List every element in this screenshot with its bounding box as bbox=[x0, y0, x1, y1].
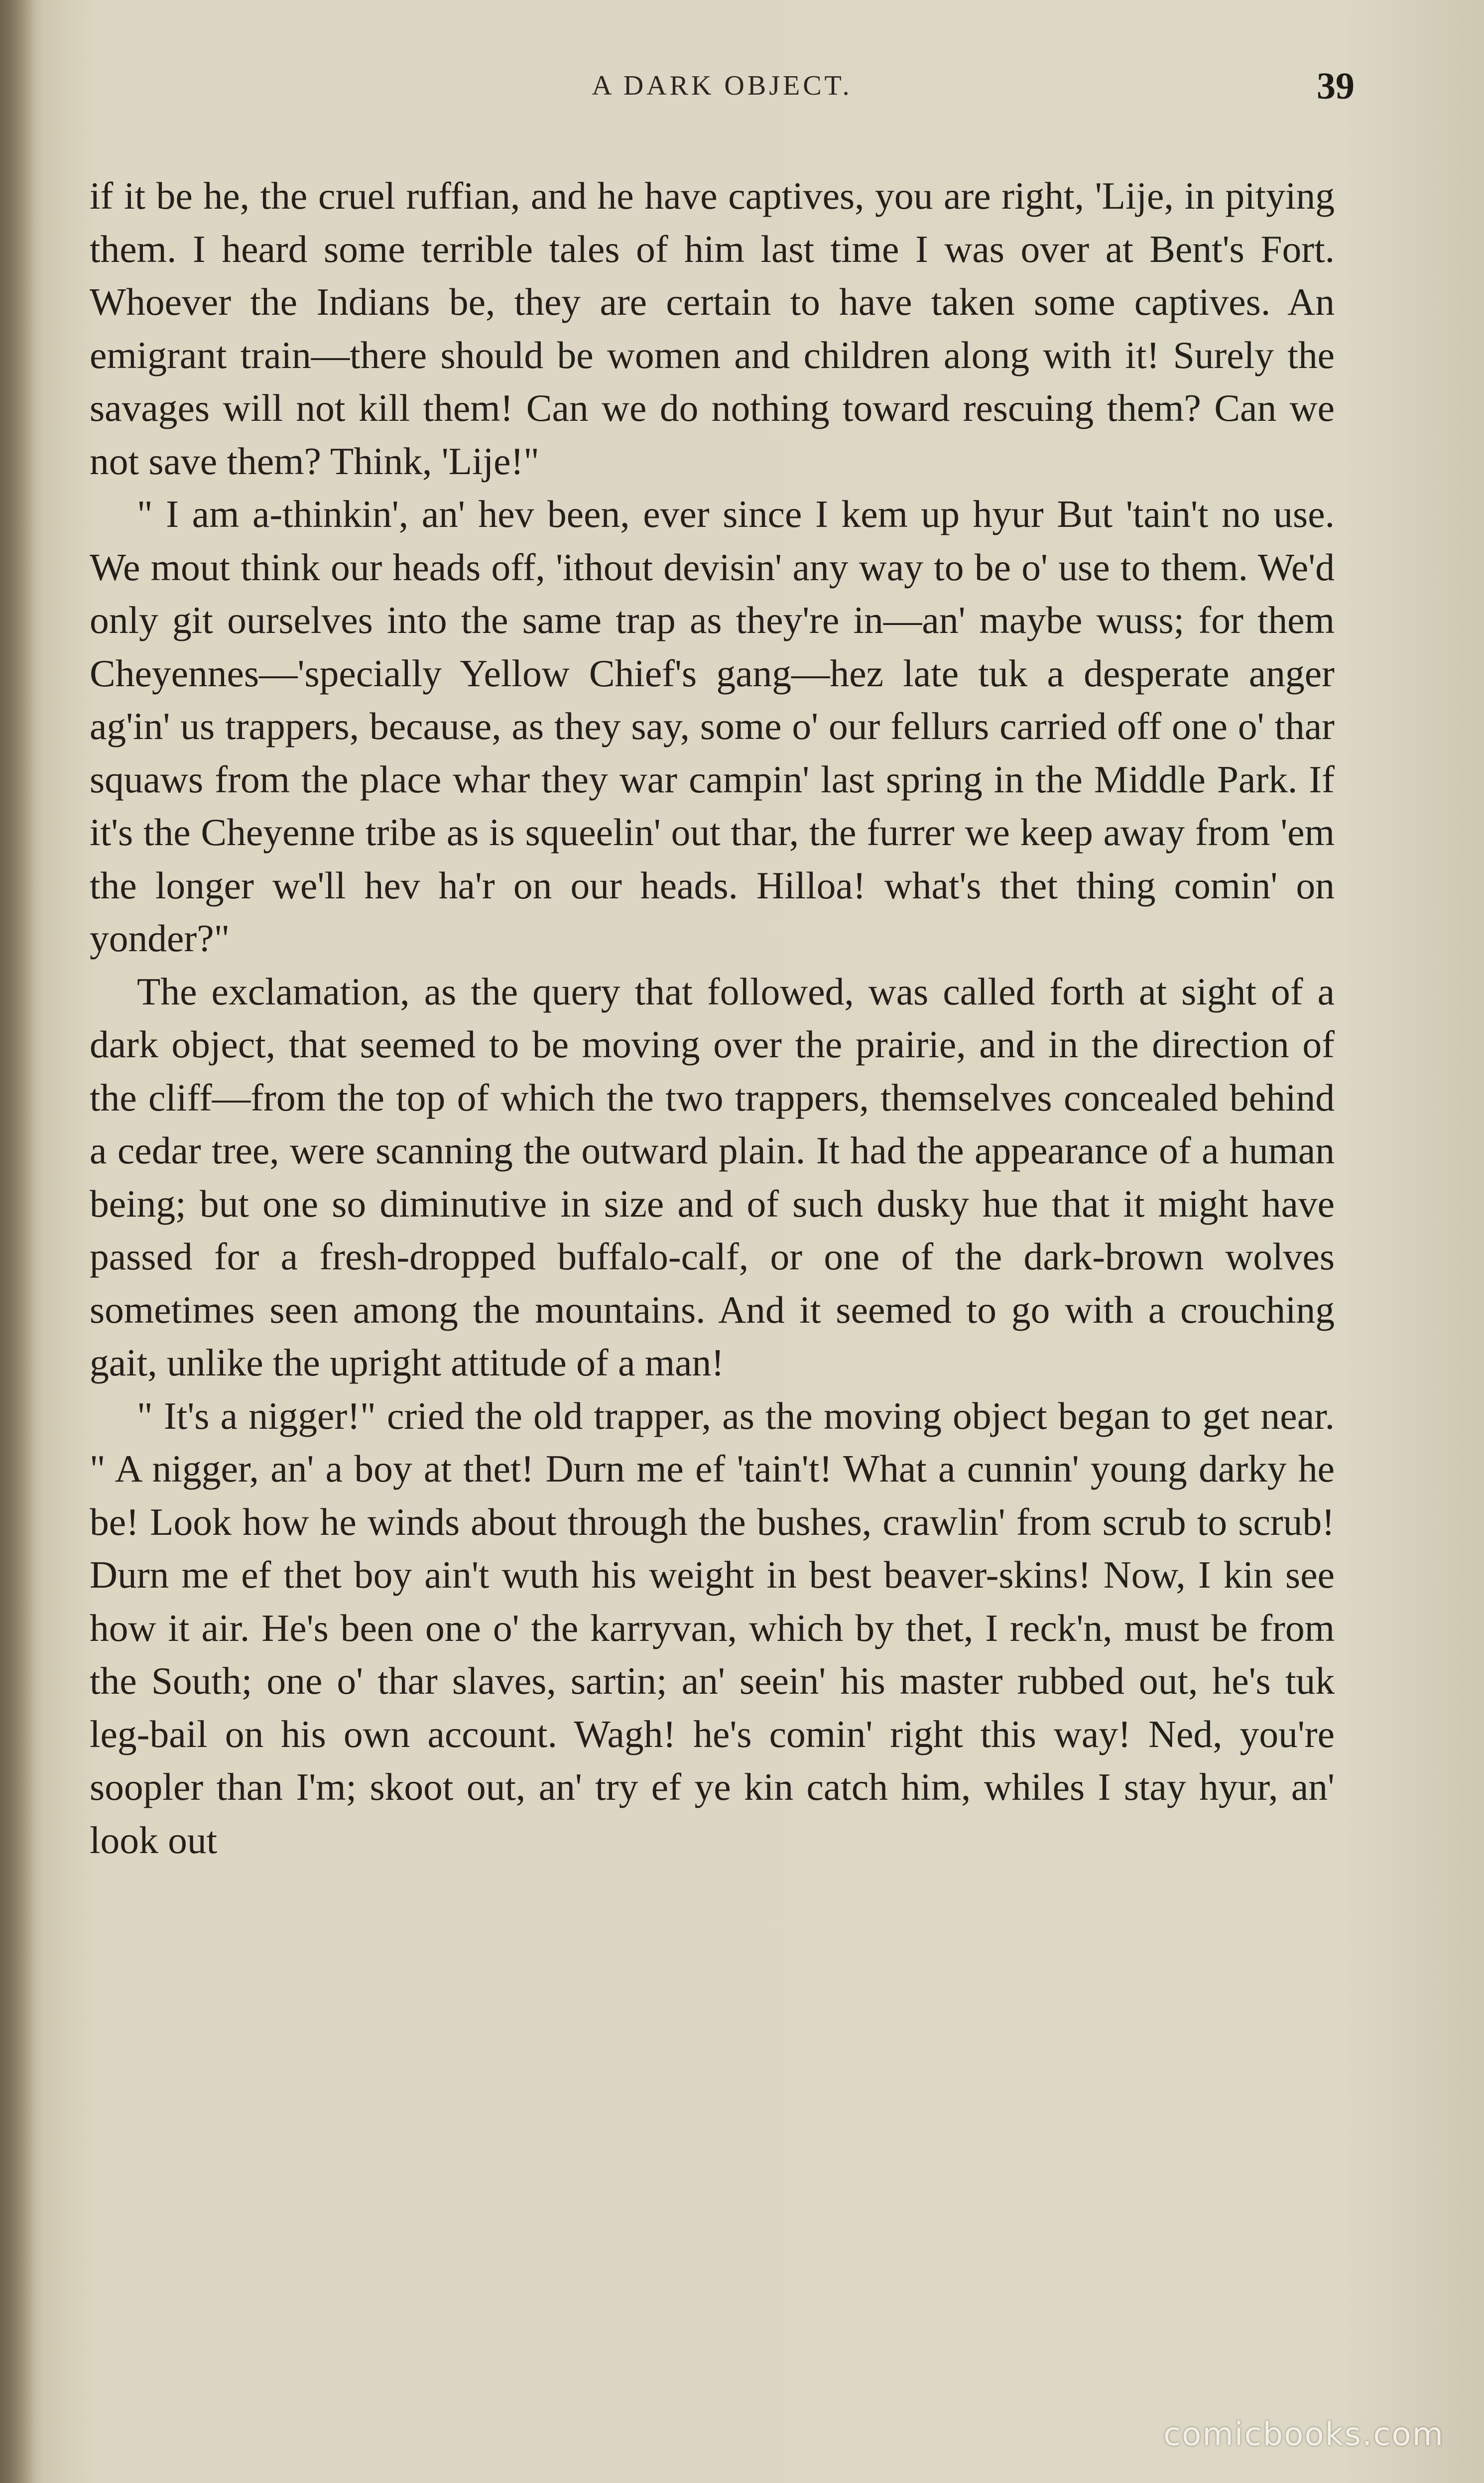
paragraph: The exclamation, as the query that followed, was called forth at sight of a dark object, that seemed to be moving over the prairie, and in the direction of the cliff—from the top of which the two trappers, themselves concealed behind a cedar tree, were scanning the outward plain. It had the appearance of a human being; but one so diminutive in size and of such dusky hue that it might have passed for a fresh-dropped buffalo-calf, or one of the dark-brown wolves sometimes seen among the mountains. And it seemed to go with a crouching gait, unlike the upright attitude of a man! bbox=[90, 970, 1335, 1384]
paragraph: " I am a-thinkin', an' hev been, ever since I kem up hyur But 'tain't no use. We mout think our heads off, 'ithout devisin' any way to be o' use to them. We'd only git ourselves into the same trap as they're in—an' maybe wuss; for them Cheyennes—'specially Yellow Chief's gang—hez late tuk a desperate anger ag'in' us trappers, because, as they say, some o' our fellurs carried off one o' thar squaws from the place whar they war campin' last spring in the Middle Park. If it's the Cheyenne tribe as is squeelin' out thar, the furrer we keep away from 'em the longer we'll hev ha'r on our heads. Hilloa! what's thet thing comin' on yonder?" bbox=[90, 493, 1335, 960]
watermark: comicbooks.com bbox=[1163, 2416, 1444, 2453]
paragraph: if it be he, the cruel ruffian, and he have captives, you are right, 'Lije, in pitying them. I heard some terrible tales of him last time I was over at Bent's Fort. Whoever the Indians be, they are certain to have taken some captives. An emigrant train—there should be women and children along with it! Surely the savages will not kill them! Can we do nothing toward rescuing them? Can we not save them? Think, 'Lije!" bbox=[90, 174, 1335, 483]
page-gutter-shadow bbox=[0, 0, 35, 2483]
body-text bbox=[90, 169, 1335, 1866]
paragraph: " It's a nigger!" cried the old trapper, as the moving object began to get near. " A nigger, an' a boy at thet! Durn me ef 'tain't! What a cunnin' young darky he be! Look how he winds about through the bushes, crawlin' from scrub to scrub! Durn me ef thet boy ain't wuth his weight in best beaver-skins! Now, I kin see how it air. He's been one o' the karryvan, which by thet, I reck'n, must be from the South; one o' thar slaves, sartin; an' seein' his master rubbed out, he's tuk leg-bail on his own account. Wagh! he's comin' right this way! Ned, you're soopler than I'm; skoot out, an' try ef ye kin catch him, whiles I stay hyur, an' look out bbox=[90, 1394, 1335, 1862]
running-title: A DARK OBJECT. bbox=[592, 70, 853, 101]
page-number: 39 bbox=[1317, 65, 1355, 107]
page-header bbox=[90, 65, 1355, 124]
